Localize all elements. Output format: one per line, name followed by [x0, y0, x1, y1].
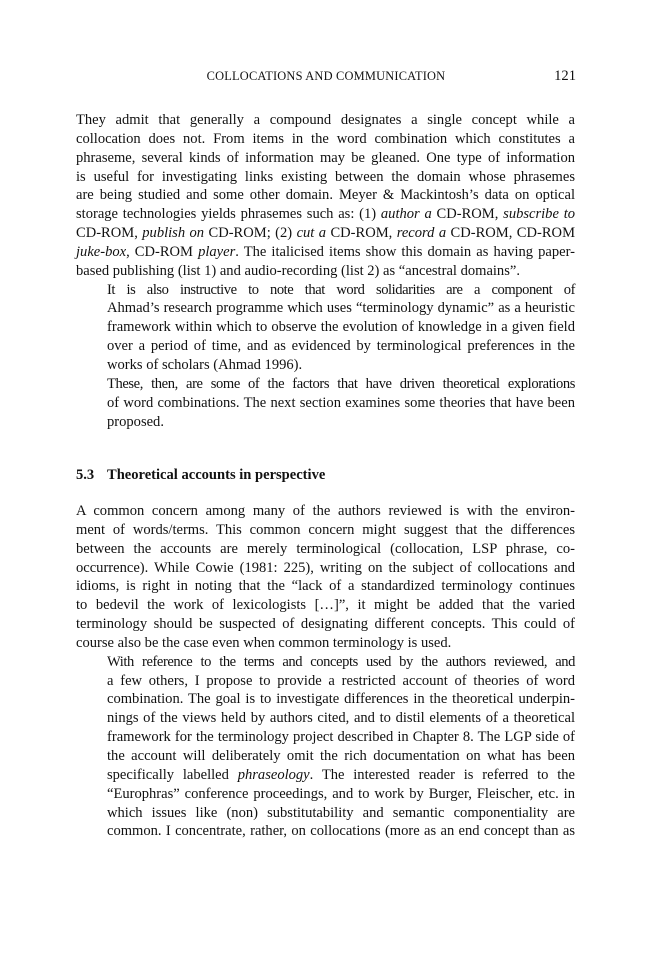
text-line: works of scholars (Ahmad 1996). — [107, 356, 303, 373]
italic-term: cut a — [296, 225, 327, 242]
text-run: CD-ROM, — [76, 225, 143, 242]
text-line: based publishing (list 1) and audio-recording (list 2) as “ancestral domains”. — [76, 262, 520, 279]
section-number: 5.3 — [76, 467, 95, 483]
text-line: common. I concentrate, rather, on collocations (more as an end concept than as — [107, 823, 575, 840]
paragraph-2 — [76, 281, 575, 375]
text-line: the account will deliberately omit the rich documentation on what has been — [107, 747, 575, 764]
italic-term: record a — [396, 225, 447, 242]
text-line: course also be the case even when common terminology is used. — [76, 634, 452, 651]
text-line: framework for the terminology project described in Chapter 8. The LGP side of — [107, 729, 575, 746]
text-line: occurrence). While Cowie (1981: 225), writing on the subject of collocations and — [76, 559, 575, 576]
text-line: It is also instructive to note that word solidarities are a component of — [107, 281, 575, 298]
text-line: These, then, are some of the factors that have driven theoretical explorations — [107, 375, 575, 392]
text-line: between the accounts are merely terminological (collocation, LSP phrase, co- — [76, 540, 575, 557]
text-line: to bedevil the work of lexicologists […]”, it might be added that the varied — [76, 597, 575, 614]
text-line: which issues like (non) substitutability and semantic componentiality are — [107, 804, 575, 821]
text-run: . The italicised items show this domain as having paper- — [235, 243, 575, 260]
text-run: CD-ROM, — [326, 225, 397, 242]
italic-term: juke-box — [76, 243, 127, 260]
text-run: CD-ROM, CD-ROM — [446, 225, 575, 242]
text-line: With reference to the terms and concepts used by the authors reviewed, and — [107, 653, 575, 670]
text-line: proposed. — [107, 413, 164, 430]
section-heading — [76, 465, 575, 485]
text-line: terminology should be suspected of designating different concepts. This could of — [76, 616, 575, 633]
body-text-upper — [76, 111, 575, 431]
text-line: over a period of time, and as evidenced by terminological preferences in the — [107, 338, 575, 355]
paragraph-4 — [76, 502, 575, 653]
text-line: is useful for investigating links existing between the domain whose phrasemes — [76, 168, 575, 185]
text-line: of word combinations. The next section examines some theories that have been — [107, 394, 575, 411]
italic-term: author a — [380, 206, 432, 223]
text-line: collocation does not. From items in the word combination which constitutes a — [76, 130, 575, 147]
paragraph-1 — [76, 111, 575, 281]
text-line: are being studied and some other domain. Meyer & Mackintosh’s data on optical — [76, 187, 575, 204]
page-number: 121 — [554, 68, 576, 84]
text-line: Ahmad’s research programme which uses “terminology dynamic” as a heuristic — [107, 300, 575, 317]
text-line: combination. The goal is to investigate differences in the theoretical underpin- — [107, 691, 575, 708]
text-line: a few others, I propose to provide a restricted account of theories of word — [107, 672, 575, 689]
italic-term: publish on — [142, 225, 205, 242]
text-run: specifically labelled — [107, 766, 238, 783]
text-run: storage technologies yields phrasemes such as: (1) — [76, 206, 381, 223]
text-line: ment of words/terms. This common concern might suggest that the differences — [76, 521, 575, 538]
italic-term: player — [198, 243, 236, 260]
text-line — [76, 243, 575, 262]
text-line: framework within which to observe the evolution of knowledge in a given field — [107, 319, 575, 336]
section-title: Theoretical accounts in perspective — [107, 467, 326, 483]
paragraph-3 — [76, 375, 575, 432]
paragraph-5 — [76, 653, 575, 841]
text-line: phraseme, several kinds of information may be gleaned. One type of information — [76, 149, 575, 166]
text-run: , CD-ROM — [126, 243, 199, 260]
text-line — [76, 766, 575, 785]
text-run: CD-ROM, — [431, 206, 504, 223]
text-line — [76, 224, 575, 243]
italic-term: phraseology — [237, 766, 310, 783]
text-run: CD-ROM; (2) — [204, 225, 297, 242]
text-run: . The interested reader is referred to the — [309, 766, 575, 783]
text-line: “Europhras” conference proceedings, and to work by Burger, Fleischer, etc. in — [107, 785, 575, 802]
text-line: idioms, is right in noting that the “lack of a standardized terminology continues — [76, 578, 575, 595]
body-text-lower — [76, 502, 575, 841]
text-line — [76, 205, 575, 224]
text-line: A common concern among many of the authors reviewed is with the environ- — [76, 503, 575, 519]
italic-term: subscribe to — [503, 206, 576, 223]
text-line: They admit that generally a compound designates a single concept while a — [76, 112, 575, 128]
running-title: COLLOCATIONS AND COMMUNICATION — [206, 69, 446, 83]
text-line: nings of the views held by authors cited, and to distil elements of a theoretical — [107, 710, 575, 727]
running-head — [76, 66, 576, 86]
